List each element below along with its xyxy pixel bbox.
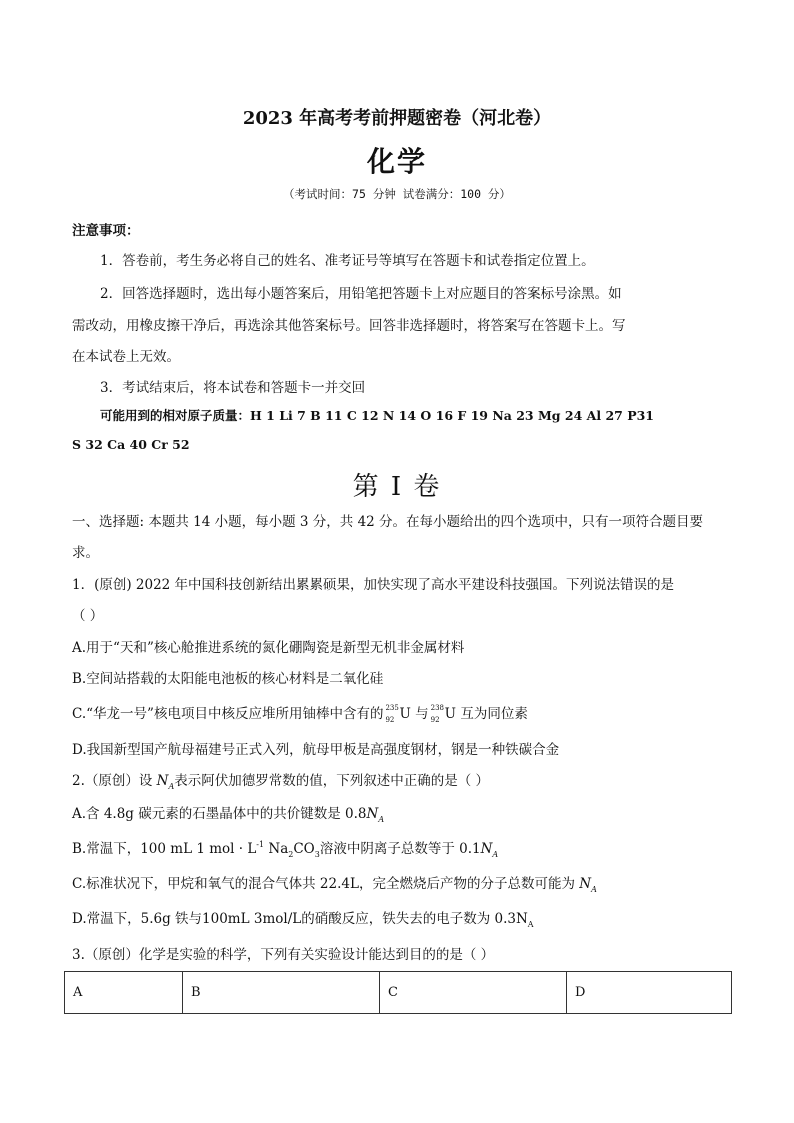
table-header-a: A bbox=[65, 972, 183, 1013]
q2-stem: 2.（原创）设 $N_A$表示阿伏加德罗常数的值，下列叙述中正确的是（ ） bbox=[72, 773, 490, 791]
q1-option-c: C.“华龙一号”核电项目中核反应堆所用铀棒中含有的 235 92 U 与 238 92 U 互为同位素 bbox=[72, 703, 528, 724]
notice-heading: 注意事项： bbox=[72, 223, 140, 239]
subject-title: 化学 bbox=[366, 145, 427, 178]
q1-stem-line-1: 1．(原创) 2022 年中国科技创新结出累累硕果，加快实现了高水平建设科技强国。下列说法错误的是 bbox=[72, 577, 675, 593]
q3-stem: 3.（原创）化学是实验的科学，下列有关实验设计能达到目的的是（ ） bbox=[72, 947, 495, 963]
notice-item-2-line-1: 2．回答选择题时，选出每小题答案后，用铅笔把答题卡上对应题目的答案标号涂黑。如 bbox=[100, 286, 622, 302]
q3-options-table bbox=[64, 971, 732, 1014]
exam-title: 2023 年高考考前押题密卷（河北卷） bbox=[242, 108, 552, 129]
q2-option-d: D.常温下，5.6g 铁与100mL 3mol/L的硝酸反应，铁失去的电子数为 $0.3N_A$ bbox=[72, 911, 534, 929]
q1-option-a: A.用于“天和”核心舱推进系统的氮化硼陶瓷是新型无机非金属材料 bbox=[72, 640, 465, 656]
q1-option-c-pre: C.“华龙一号”核电项目中核反应堆所用铀棒中含有的 bbox=[72, 706, 384, 722]
q1-option-d: D.我国新型国产航母福建号正式入列，航母甲板是高强度钢材，钢是一种铁碳合金 bbox=[72, 742, 560, 758]
notice-item-3: 3．考试结束后，将本试卷和答题卡一并交回 bbox=[100, 380, 366, 396]
atomic-mass-line-1: 可能用到的相对原子质量：H 1 Li 7 B 11 C 12 N 14 O 16 F 19 Na 23 Mg 24 Al 27 P31 bbox=[100, 408, 654, 423]
q1-option-b: B.空间站搭载的太阳能电池板的核心材料是二氧化硅 bbox=[72, 671, 384, 687]
notice-item-1: 1．答卷前，考生务必将自己的姓名、准考证号等填写在答题卡和试卷指定位置上。 bbox=[100, 253, 595, 269]
table-header-b: B bbox=[183, 972, 380, 1013]
q1-stem-line-2: （ ） bbox=[72, 608, 104, 624]
volume-title: 第 I 卷 bbox=[352, 472, 442, 502]
table-header-d: D bbox=[575, 985, 586, 1000]
notice-item-2-line-3: 在本试卷上无效。 bbox=[72, 349, 180, 365]
section-instruction-line-1: 一、选择题: 本题共 14 小题，每小题 3 分，共 42 分。在每小题给出的四个选项中，只有一项符合题目要 bbox=[72, 514, 704, 530]
exam-info: （考试时间：75 分钟 试卷满分：100 分） bbox=[283, 187, 511, 201]
atomic-mass-line-2: S 32 Ca 40 Cr 52 bbox=[72, 437, 190, 452]
isotope-u235: 235 92 bbox=[385, 703, 399, 724]
notice-item-2-line-2: 需改动，用橡皮擦干净后，再选涂其他答案标号。回答非选择题时，将答案写在答题卡上。写 bbox=[72, 318, 626, 334]
q2-option-b: B.常温下，100 mL 1 mol · $L^{-1}$ $Na_2CO_3$溶液中阴离子总数等于 $0.1N_A$ bbox=[72, 840, 499, 859]
section-instruction-line-2: 求。 bbox=[72, 545, 99, 561]
isotope-u238: 238 92 bbox=[430, 703, 445, 724]
q2-option-c: C.标准状况下，甲烷和氧气的混合气体共 22.4L，完全燃烧后产物的分子总数可能为 $N_A$ bbox=[72, 876, 597, 894]
table-header-c: C bbox=[380, 972, 567, 1013]
q2-option-a: A.含 4.8g 碳元素的石墨晶体中的共价键数是 $0.8N_A$ bbox=[72, 806, 385, 824]
